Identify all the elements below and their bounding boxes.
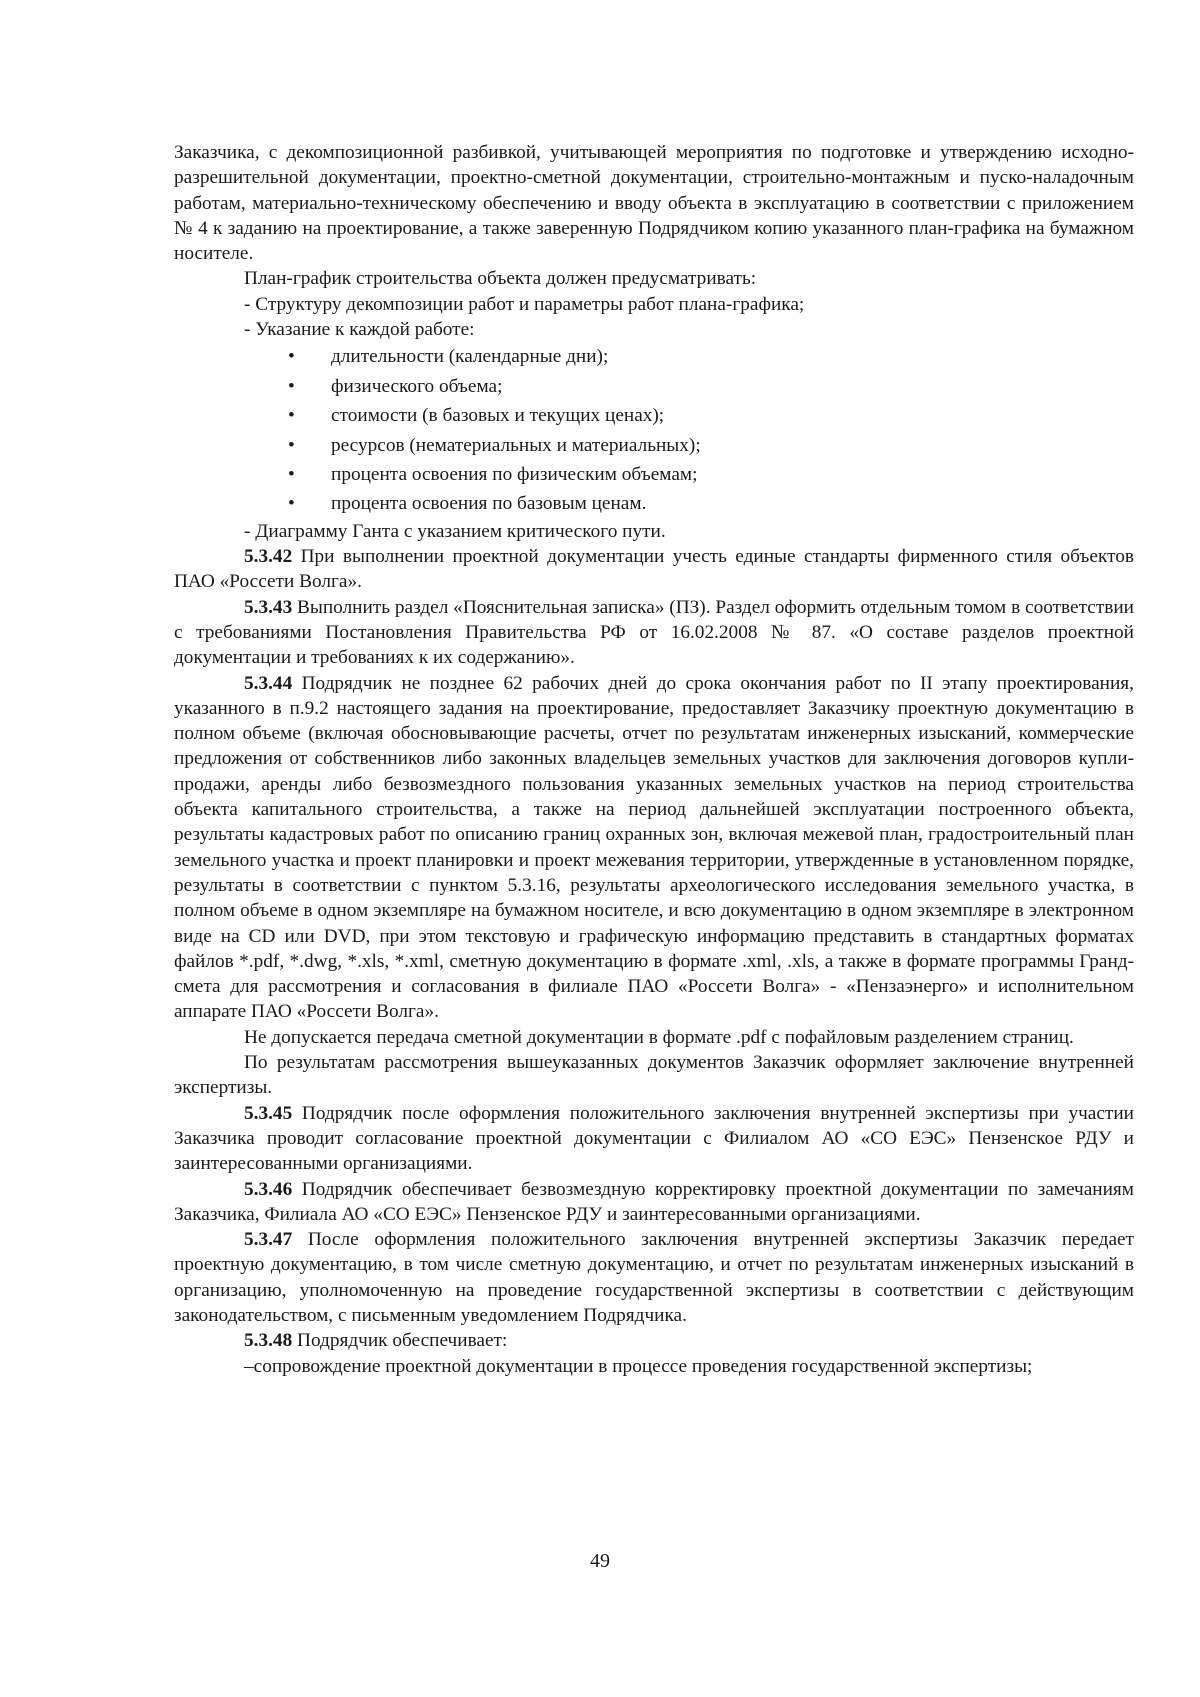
list-item: [174, 431, 1134, 460]
document-page: [174, 140, 1134, 1379]
bullet-icon: •: [288, 346, 295, 368]
section-text: Подрядчик после оформления положительного заключения внутренней экспертизы при участии Заказчика проводит согласование проектной документации с Филиалом АО «СО ЕЭС» Пензенское РДУ и заинтересованными организациями.: [174, 1102, 1134, 1175]
list-item: [174, 489, 1134, 518]
section-number: 5.3.46: [244, 1178, 293, 1200]
list-item-text: процента освоения по физическим объемам;: [331, 464, 698, 485]
list-item-text: стоимости (в базовых и текущих ценах);: [331, 405, 665, 427]
plan-intro: План-график строительства объекта должен предусматривать:: [244, 268, 757, 290]
plan-item-structure: - Структуру декомпозиции работ и параметры работ плана-графика;: [244, 293, 805, 315]
list-item-text: процента освоения по базовым ценам.: [331, 493, 647, 515]
section-5-3-48-item: –сопровождение проектной документации в процессе проведения государственной экспертизы;: [244, 1355, 1033, 1377]
section-text: При выполнении проектной документации учесть единые стандарты фирменного стиля объектов ПАО «Россети Волга».: [174, 546, 1134, 593]
list-item: [174, 401, 1134, 430]
plan-item-indication: - Указание к каждой работе:: [244, 319, 475, 341]
section-number: 5.3.42: [244, 546, 293, 568]
section-5-3-45: [174, 1101, 1134, 1177]
section-number: 5.3.45: [244, 1102, 293, 1124]
bullet-icon: •: [288, 493, 295, 515]
section-5-3-47: [174, 1227, 1134, 1328]
section-5-3-44-note-pdf: Не допускается передача сметной документации в формате .pdf с пофайловым разделением страниц.: [244, 1026, 1074, 1048]
section-number: 5.3.47: [244, 1229, 293, 1251]
list-item: [174, 342, 1134, 371]
section-text: После оформления положительного заключения внутренней экспертизы Заказчик передает проектную документацию, в том числе сметную документацию, и отчет по результатам инженерных изысканий в организацию, уполномоченную на проведение государственной экспертизы в соответствии с действующим законодательством, с письменным уведомлением Подрядчика.: [174, 1229, 1134, 1327]
plan-item-gantt: - Диаграмму Ганта с указанием критического пути.: [244, 520, 666, 542]
section-number: 5.3.43: [244, 596, 293, 618]
section-5-3-46: [174, 1177, 1134, 1228]
bullet-list: [174, 342, 1134, 518]
section-number: 5.3.48: [244, 1330, 293, 1352]
section-5-3-43: [174, 595, 1134, 671]
section-5-3-44: [174, 671, 1134, 1025]
section-5-3-48: [174, 1328, 1134, 1353]
list-item-text: физического объема;: [331, 375, 503, 397]
list-item: [174, 460, 1134, 489]
section-text: Подрядчик обеспечивает:: [292, 1330, 508, 1352]
list-item: [174, 372, 1134, 401]
bullet-icon: •: [288, 375, 295, 397]
section-5-3-44-note-review: По результатам рассмотрения вышеуказанных документов Заказчик оформляет заключение внутренней экспертизы.: [174, 1052, 1134, 1099]
bullet-icon: •: [288, 434, 295, 456]
list-item-text: длительности (календарные дни);: [331, 346, 609, 368]
intro-paragraph: Заказчика, с декомпозиционной разбивкой, учитывающей мероприятия по подготовке и утверждению исходно-разрешительной документации, проектно-сметной документации, строительно-монтажным и пуско-наладочным работам, материально-техническому обеспечению и вводу объекта в эксплуатацию в соответствии с приложением № 4 к заданию на проектирование, а также заверенную Подрядчиком копию указанного план-графика на бумажном носителе.: [174, 142, 1134, 265]
list-item-text: ресурсов (нематериальных и материальных);: [331, 434, 701, 456]
bullet-icon: •: [288, 464, 295, 485]
page-number: 49: [590, 1550, 610, 1572]
section-5-3-42: [174, 544, 1134, 595]
bullet-icon: •: [288, 405, 295, 427]
section-text: Подрядчик не позднее 62 рабочих дней до срока окончания работ по II этапу проектирования, указанного в п.9.2 настоящего задания на проектирование, предоставляет Заказчику проектную документацию в полном объеме (включая обосновывающие расчеты, отчет по результатам инженерных изысканий, коммерческие предложения от собственников либо законных владельцев земельных участков для заключения договоров купли-продажи, аренды либо безвозмездного пользования указанных земельных участков на период строительства объекта капитального строительства, а также на период дальнейшей эксплуатации построенного объекта, результаты кадастровых работ по описанию границ охранных зон, включая межевой план, градостроительный план земельного участка и проект планировки и проект межевания территории, утвержденные в установленном порядке, результаты в соответствии с пунктом 5.3.16, результаты археологического исследования земельного участка, в полном объеме в одном экземпляре на бумажном носителе, и всю документацию в одном экземпляре в электронном виде на CD или DVD, при этом текстовую и графическую информацию представить в стандартных форматах файлов *.pdf, *.dwg, *.xls, *.xml, сметную документацию в формате .xml, .xls, а также в формате программы Гранд-смета для рассмотрения и согласования в филиале ПАО «Россети Волга» - «Пензаэнерго» и исполнительном аппарате ПАО «Россети Волга».: [174, 672, 1134, 1023]
section-number: 5.3.44: [244, 672, 293, 694]
section-text: Выполнить раздел «Пояснительная записка» (ПЗ). Раздел оформить отдельным томом в соответствии с требованиями Постановления Правительства РФ от 16.02.2008 № 87. «О составе разделов проектной документации и требованиях к их содержанию».: [174, 596, 1134, 669]
section-text: Подрядчик обеспечивает безвозмездную корректировку проектной документации по замечаниям Заказчика, Филиала АО «СО ЕЭС» Пензенское РДУ и заинтересованными организациями.: [174, 1178, 1134, 1225]
